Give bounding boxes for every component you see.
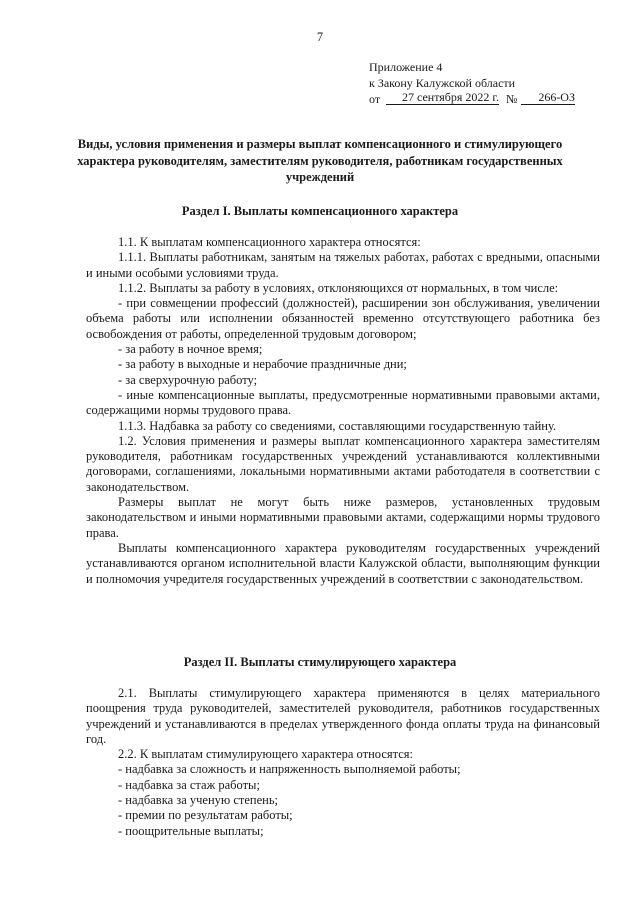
number-label: №: [506, 92, 518, 106]
appendix-line-1: Приложение 4: [369, 60, 443, 74]
list-item: - за работу в ночное время;: [118, 342, 263, 357]
paragraph: Размеры выплат не могут быть ниже размеров, установленных трудовым законодательством и иными нормативными правовыми актами, содержащими нормы трудового права.: [86, 495, 600, 540]
paragraph: 1.2. Условия применения и размеры выплат компенсационного характера заместителям руководителя, работникам государственных учреждений устанавливаются коллективными договорами, соглашениями, локальными нормативными актами работодателя в соответствии с законодательством.: [86, 433, 600, 494]
list-item: - надбавка за стаж работы;: [118, 777, 260, 792]
section-1-body: [86, 235, 600, 587]
list-item: - иные компенсационные выплаты, предусмотренные нормативными правовыми актами, содержащими нормы трудового права.: [86, 387, 600, 418]
list-item: - премии по результатам работы;: [118, 808, 293, 823]
list-item: - надбавка за сложность и напряженность выполняемой работы;: [118, 762, 461, 777]
list-item: - при совмещении профессий (должностей), расширении зон обслуживания, увеличении объема работы или исполнении обязанностей временно отсутствующего работника без освобождения от работы, определенной трудовым договором;: [86, 296, 600, 341]
list-item: - надбавка за ученую степень;: [118, 793, 279, 808]
list-item: - за работу в выходные и нерабочие праздничные дни;: [118, 357, 407, 372]
section-2-body: [86, 686, 600, 839]
appendix-header: [369, 59, 579, 107]
section-1-heading: Раздел I. Выплаты компенсационного характера: [181, 204, 459, 218]
law-date: 27 сентября 2022 г.: [386, 91, 499, 105]
document-title: Виды, условия применения и размеры выплат компенсационного и стимулирующего характера руководителям, заместителям руководителя, работникам государственных учреждений: [77, 137, 563, 184]
law-number: 266-ОЗ: [521, 91, 575, 105]
list-item: - поощрительные выплаты;: [118, 823, 264, 838]
paragraph: 1.1.3. Надбавка за работу со сведениями, составляющими государственную тайну.: [118, 418, 557, 433]
appendix-date-row: [369, 91, 579, 107]
paragraph: 1.1.1. Выплаты работникам, занятым на тяжелых работах, работах с вредными, опасными и иными особыми условиями труда.: [86, 250, 600, 280]
paragraph: 2.1. Выплаты стимулирующего характера применяются в целях материального поощрения труда руководителей, заместителей руководителя, работников государственных учреждений и устанавливаются в пределах утвержденного фонда оплаты труда на финансовый год.: [86, 686, 600, 746]
paragraph: 1.1. К выплатам компенсационного характера относятся:: [118, 235, 421, 249]
paragraph: 2.2. К выплатам стимулирующего характера относятся:: [118, 747, 414, 762]
from-label: от: [369, 92, 381, 106]
page-number: 7: [316, 30, 324, 44]
paragraph: Выплаты компенсационного характера руководителям государственных учреждений устанавливаются органом исполнительной власти Калужской области, выполняющим функции и полномочия учредителя государственных учреждений в соответствии с законодательством.: [86, 540, 600, 586]
list-item: - за сверхурочную работу;: [118, 372, 258, 387]
section-2-heading: Раздел II. Выплаты стимулирующего характера: [183, 655, 457, 669]
paragraph: 1.1.2. Выплаты за работу в условиях, отклоняющихся от нормальных, в том числе:: [118, 280, 559, 295]
appendix-line-2: к Закону Калужской области: [369, 76, 516, 90]
